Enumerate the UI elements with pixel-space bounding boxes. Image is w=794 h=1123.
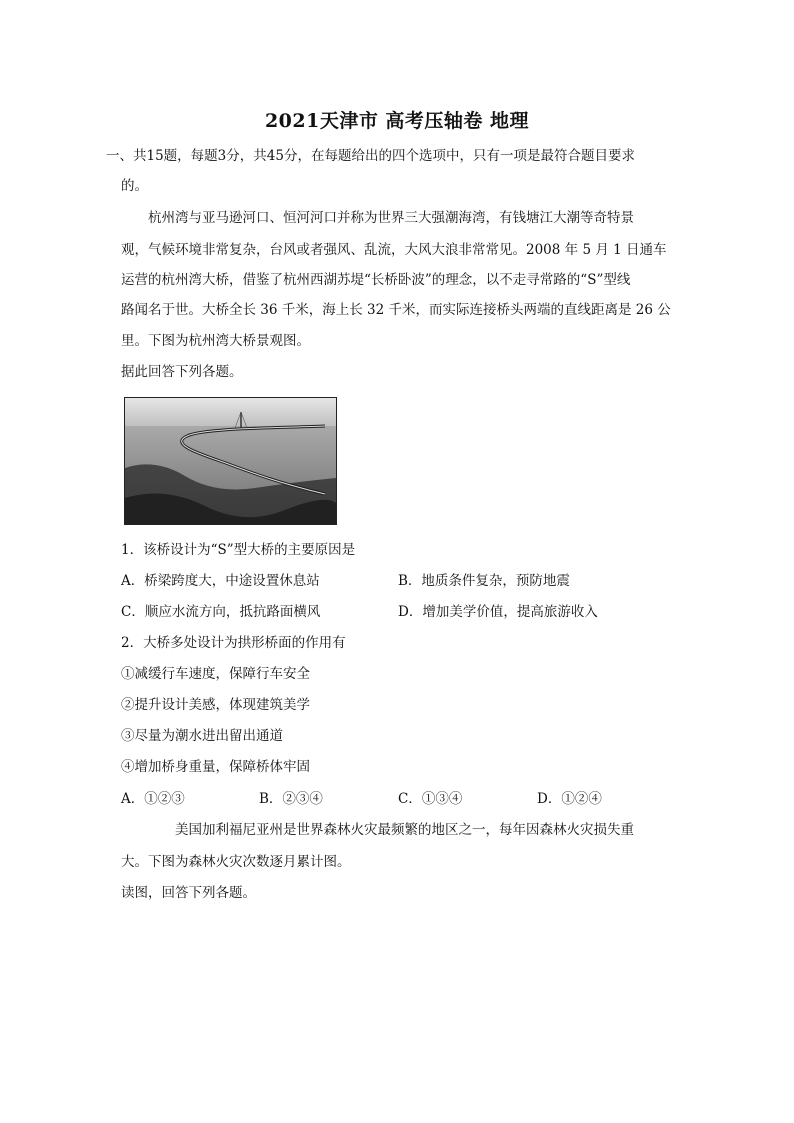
bridge-photo [124,397,337,525]
passage2-line: 大。下图为森林火灾次数逐月累计图。 [121,854,351,870]
bridge-photo-icon [125,398,336,524]
passage1-line: 杭州湾与亚马逊河口、恒河河口并称为世界三大强潮海湾，有钱塘江大潮等奇特景 [148,210,634,226]
passage1-line: 观，气候环境非常复杂，台风或者强风、乱流，大风大浪非常常见。2008 年 5 月 1 日通车 [121,242,667,258]
q2-item: ①减缓行车速度，保障行车安全 [121,666,310,682]
q1-option-d[interactable]: D．增加美学价值，提高旅游收入 [398,604,598,620]
q1-option-b[interactable]: B．地质条件复杂，预防地震 [398,573,570,589]
q2-option-a[interactable]: A．①②③ [121,791,185,807]
passage1-line: 路闻名于世。大桥全长 36 千米，海上长 32 千米，而实际连接桥头两端的直线距离是 26 公 [121,302,671,318]
q2-option-c[interactable]: C．①③④ [398,791,463,807]
passage2-line: 美国加利福尼亚州是世界森林火灾最频繁的地区之一，每年因森林火灾损失重 [175,822,634,838]
q2-item: ③尽量为潮水进出留出通道 [121,728,283,744]
page-title: 2021天津市 高考压轴卷 地理 [264,110,530,132]
passage2-prompt: 读图，回答下列各题。 [121,885,256,901]
section-heading: 一、共15题，每题3分，共45分，在每题给出的四个选项中，只有一项是最符合题目要求 [106,148,635,164]
passage1-line: 运营的杭州湾大桥，借鉴了杭州西湖苏堤“长桥卧波”的理念，以不走寻常路的“S”型线 [121,272,631,288]
q2-item: ②提升设计美感，体现建筑美学 [121,697,310,713]
q2-item: ④增加桥身重量，保障桥体牢固 [121,759,310,775]
q2-option-b[interactable]: B．②③④ [259,791,323,807]
q2-option-d[interactable]: D．①②④ [537,791,602,807]
q2-stem: 2．大桥多处设计为拱形桥面的作用有 [121,635,346,651]
q1-stem: 1．该桥设计为“S”型大桥的主要原因是 [121,542,356,558]
passage1-prompt: 据此回答下列各题。 [121,364,243,380]
passage1-line: 里。下图为杭州湾大桥景观图。 [121,333,310,349]
q1-option-c[interactable]: C．顺应水流方向，抵抗路面横风 [121,604,321,620]
section-heading-cont: 的。 [121,178,148,194]
q1-option-a[interactable]: A．桥梁跨度大，中途设置休息站 [121,573,320,589]
